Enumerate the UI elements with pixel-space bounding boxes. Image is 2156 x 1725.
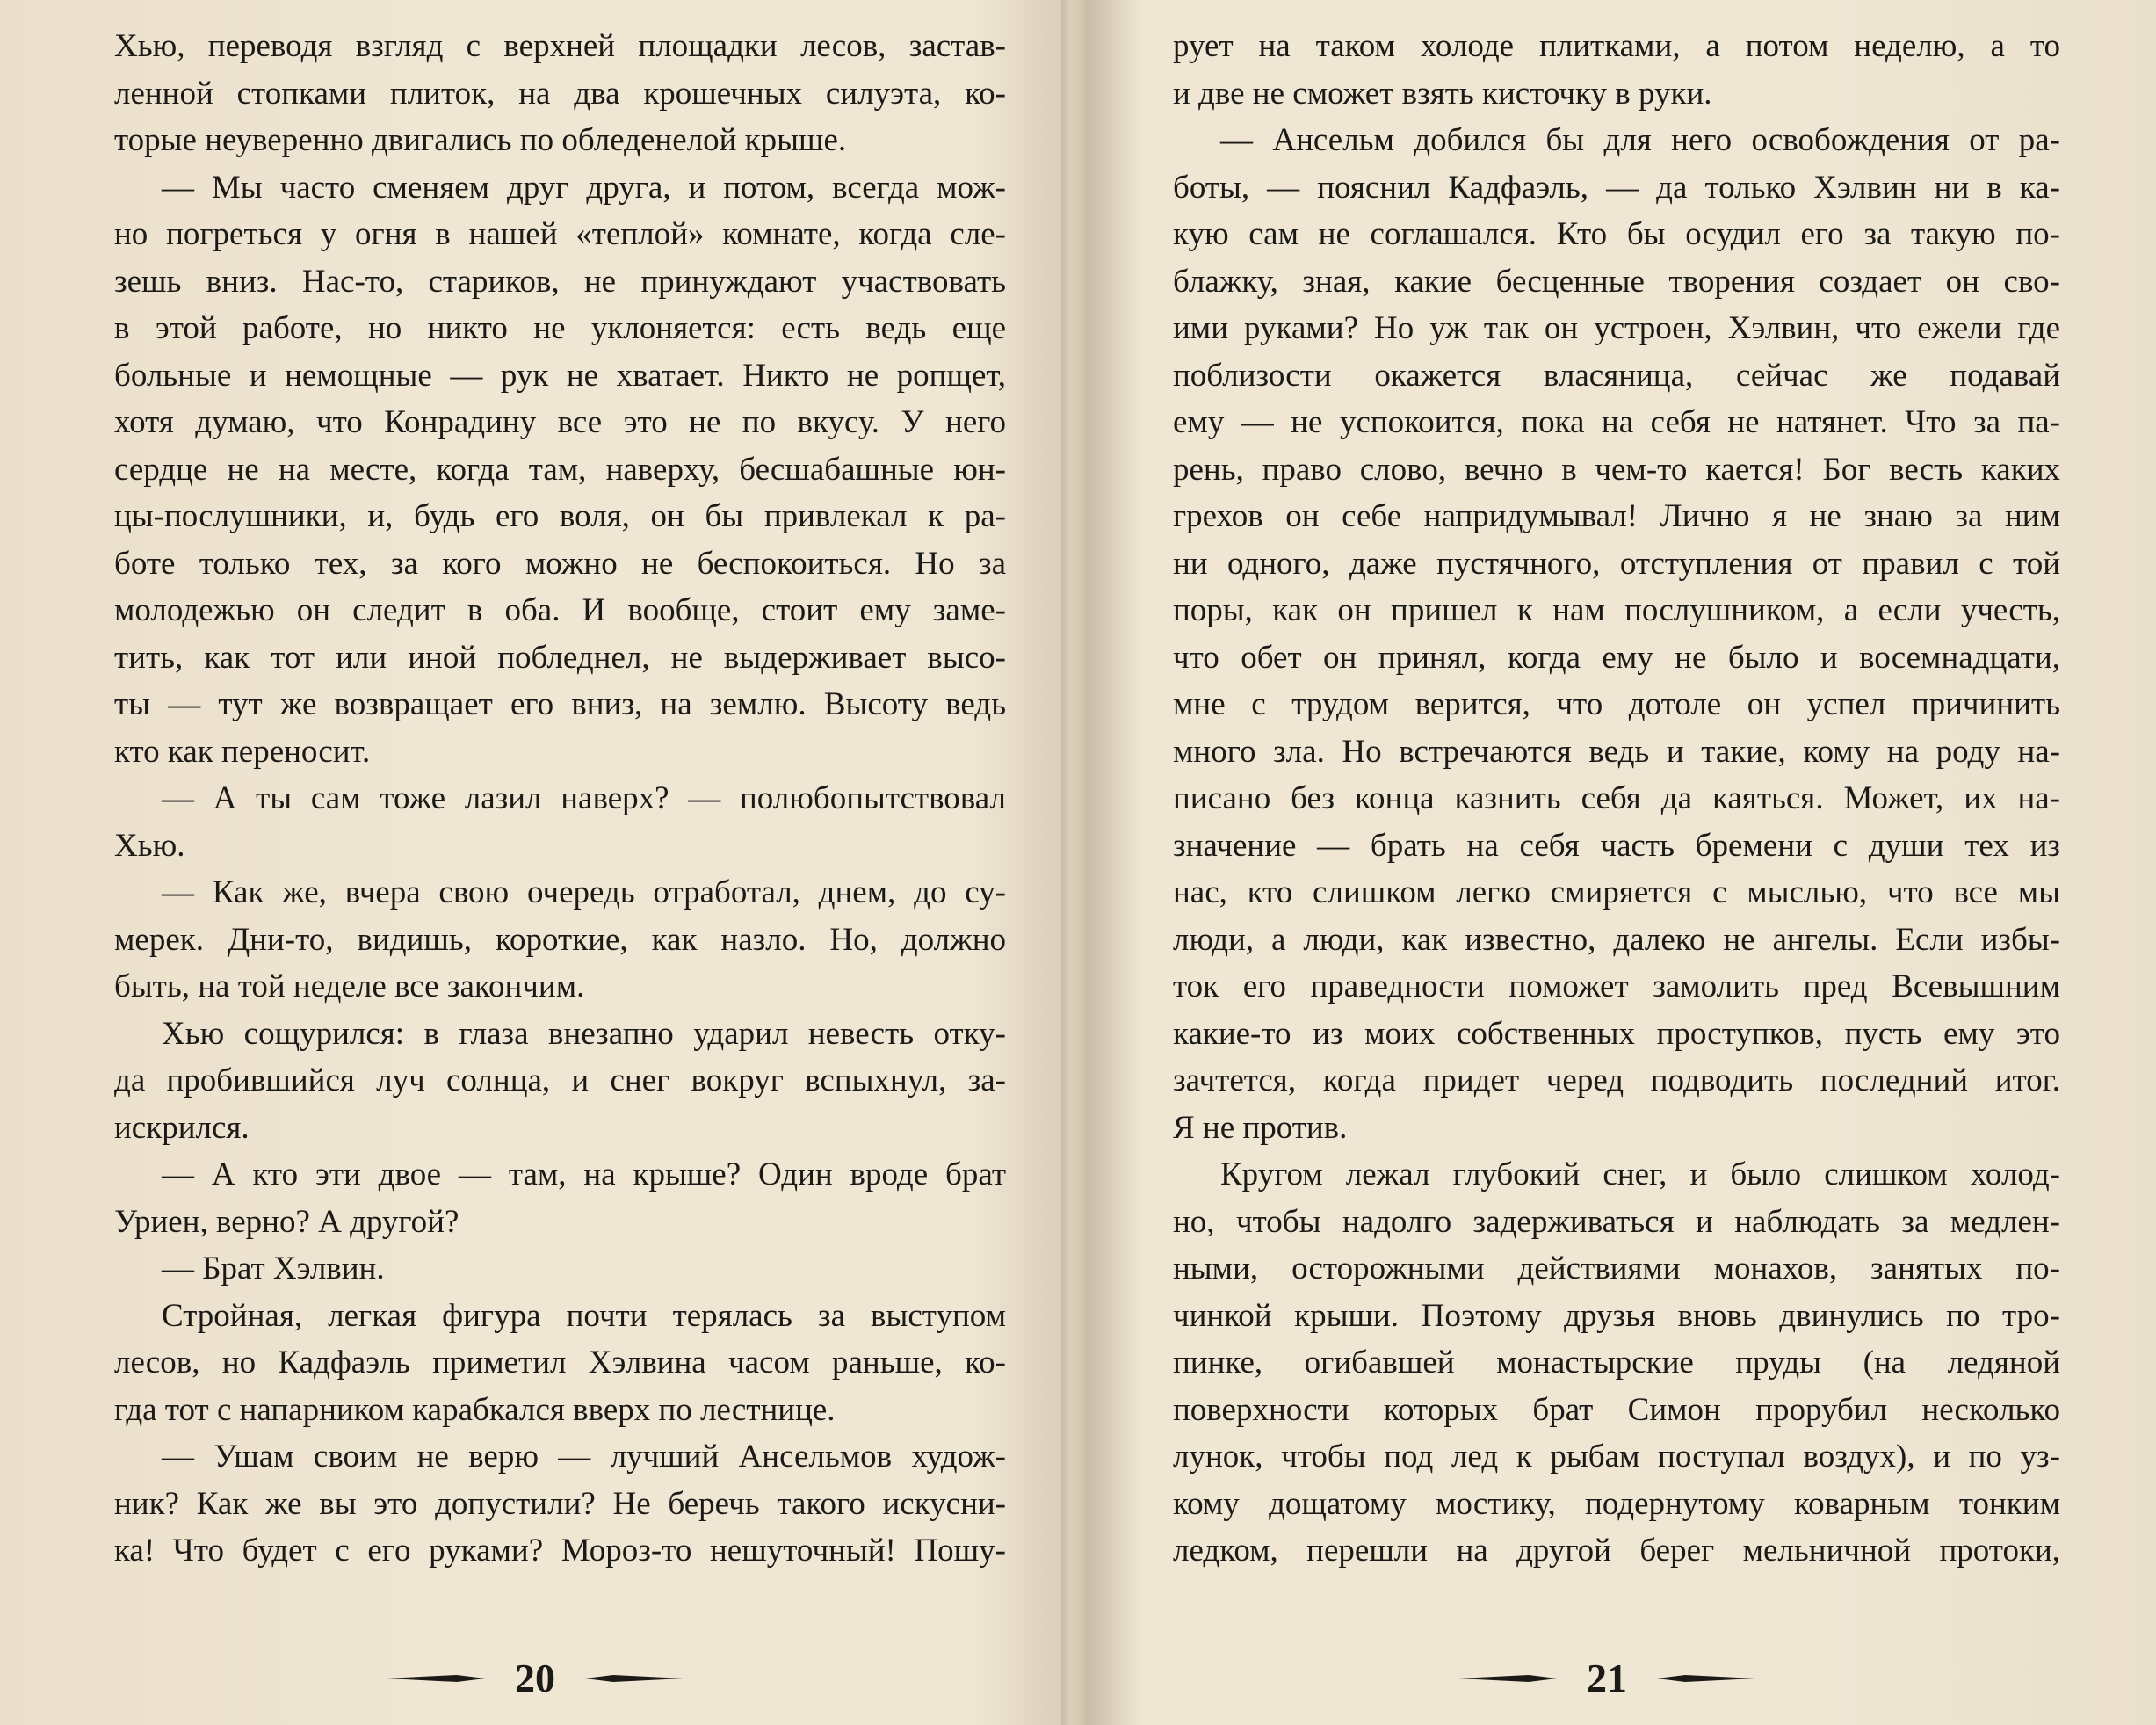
text-line: ка! Что будет с его руками? Мороз-то нешуточный! Пошу- bbox=[114, 1533, 1006, 1569]
text-line: больные и немощные — рук не хватает. Никто не ропщет, bbox=[114, 357, 1006, 394]
text-line: ему — не успокоится, пока на себя не натянет. Что за па- bbox=[1173, 404, 2060, 440]
text-line: хотя думаю, что Конрадину все это не по вкусу. У него bbox=[114, 404, 1006, 440]
text-line: цы-послушники, и, будь его воля, он бы привлекал к ра- bbox=[114, 498, 1006, 534]
text-line: — А ты сам тоже лазил наверх? — полюбопытствовал bbox=[162, 780, 1006, 816]
text-line: лунок, чтобы под лед к рыбам поступал воздух), и по уз- bbox=[1173, 1439, 2060, 1475]
arrow-ornament-icon bbox=[585, 1670, 684, 1687]
text-line: тить, как тот или иной побледнел, не выдерживает высо- bbox=[114, 639, 1006, 676]
text-line: значение — брать на себя часть бремени с души тех из bbox=[1173, 827, 2060, 864]
text-line: люди, а люди, как известно, далеко не ангелы. Если избы- bbox=[1173, 921, 2060, 958]
text-line: торые неуверенно двигались по обледенелой крыше. bbox=[114, 122, 847, 158]
text-line: но погреться у огня в нашей «теплой» комнате, когда сле- bbox=[114, 216, 1006, 252]
arrow-ornament-icon bbox=[1458, 1670, 1557, 1687]
text-line: — Мы часто сменяем друг друга, и потом, всегда мож- bbox=[162, 169, 1006, 206]
text-line: ными, осторожными действиями монахов, занятых по- bbox=[1173, 1250, 2060, 1287]
text-line: Я не против. bbox=[1173, 1109, 1348, 1146]
arrow-ornament-icon bbox=[1657, 1670, 1755, 1687]
right-page bbox=[1173, 23, 2060, 1575]
text-line: Хью, переводя взгляд с верхней площадки лесов, застав- bbox=[114, 28, 1006, 64]
text-line: да пробившийся луч солнца, и снег вокруг вспыхнул, за- bbox=[114, 1062, 1006, 1098]
text-line: зешь вниз. Нас-то, стариков, не принуждают участвовать bbox=[114, 263, 1006, 300]
text-line: зачтется, когда придет черед подводить последний итог. bbox=[1173, 1062, 2060, 1098]
text-line: в этой работе, но никто не уклоняется: есть ведь еще bbox=[114, 310, 1006, 346]
text-line: блажку, зная, какие бесценные творения создает он сво- bbox=[1173, 263, 2060, 300]
text-line: боте только тех, за кого можно не беспокоиться. Но за bbox=[114, 545, 1006, 582]
text-line: много зла. Но встречаются ведь и такие, кому на роду на- bbox=[1173, 733, 2060, 770]
text-line: лесов, но Кадфаэль приметил Хэлвина часом раньше, ко- bbox=[114, 1344, 1006, 1381]
text-line: поблизости окажется власяница, сейчас же подавай bbox=[1173, 357, 2060, 394]
text-line: поверхности которых брат Симон прорубил несколько bbox=[1173, 1391, 2060, 1428]
text-line: — Как же, вчера свою очередь отработал, днем, до су- bbox=[162, 874, 1006, 910]
text-line: ток его праведности поможет замолить пред Всевышним bbox=[1173, 968, 2060, 1004]
page-number: 20 bbox=[515, 1656, 555, 1700]
left-page bbox=[114, 23, 1006, 1575]
text-line: быть, на той неделе все закончим. bbox=[114, 968, 585, 1004]
text-line: ты — тут же возвращает его вниз, на землю. Высоту ведь bbox=[114, 686, 1006, 722]
text-line: Хью. bbox=[114, 827, 185, 864]
page-number: 21 bbox=[1587, 1656, 1627, 1700]
text-line: ими руками? Но уж так он устроен, Хэлвин, что ежели где bbox=[1173, 310, 2060, 346]
book-gutter bbox=[1061, 0, 1068, 1725]
text-line: сердце не на месте, когда там, наверху, бесшабашные юн- bbox=[114, 451, 1006, 488]
text-line: что обет он принял, когда ему не было и восемнадцати, bbox=[1173, 639, 2060, 676]
text-line: Кругом лежал глубокий снег, и было слишком холод- bbox=[1220, 1156, 2060, 1192]
text-line: мне с трудом верится, что дотоле он успел причинить bbox=[1173, 686, 2060, 722]
text-line: какие-то из моих собственных проступков, пусть ему это bbox=[1173, 1015, 2060, 1052]
text-line: — Ансельм добился бы для него освобождения от ра- bbox=[1220, 122, 2060, 158]
arrow-ornament-icon bbox=[387, 1670, 485, 1687]
text-line: Стройная, легкая фигура почти терялась за выступом bbox=[162, 1297, 1006, 1334]
text-line: писано без конца казнить себя да каяться. Может, их на- bbox=[1173, 780, 2060, 816]
text-line: искрился. bbox=[114, 1109, 250, 1146]
text-line: чинкой крыши. Поэтому друзья вновь двинулись по тро- bbox=[1173, 1297, 2060, 1334]
text-line: ни одного, даже пустячного, отступления от правил с той bbox=[1173, 545, 2060, 582]
text-line: Уриен, верно? А другой? bbox=[114, 1203, 459, 1240]
page-number-footer bbox=[387, 1652, 684, 1705]
text-line: ледком, перешли на другой берег мельничной протоки, bbox=[1173, 1533, 2060, 1569]
text-line: рует на таком холоде плитками, а потом неделю, а то bbox=[1173, 28, 2060, 64]
text-line: мерек. Дни-то, видишь, короткие, как назло. Но, должно bbox=[114, 921, 1006, 958]
text-line: нас, кто слишком легко смиряется с мыслью, что все мы bbox=[1173, 874, 2060, 910]
text-line: Хью сощурился: в глаза внезапно ударил невесть отку- bbox=[162, 1015, 1006, 1052]
text-line: — Ушам своим не верю — лучший Ансельмов худож- bbox=[162, 1439, 1006, 1475]
text-line: поры, как он пришел к нам послушником, а если учесть, bbox=[1173, 592, 2060, 628]
text-line: и две не сможет взять кисточку в руки. bbox=[1173, 75, 1712, 112]
text-line: грехов он себе напридумывал! Лично я не знаю за ним bbox=[1173, 498, 2060, 534]
text-line: но, чтобы надолго задерживаться и наблюдать за медлен- bbox=[1173, 1203, 2060, 1240]
text-line: рень, право слово, вечно в чем-то кается! Бог весть каких bbox=[1173, 451, 2060, 488]
text-line: кто как переносит. bbox=[114, 733, 371, 770]
text-line: ленной стопками плиток, на два крошечных силуэта, ко- bbox=[114, 75, 1006, 112]
text-line: кую сам не соглашался. Кто бы осудил его за такую по- bbox=[1173, 216, 2060, 252]
text-line: ник? Как же вы это допустили? Не беречь такого искусни- bbox=[114, 1485, 1006, 1522]
text-line: боты, — пояснил Кадфаэль, — да только Хэлвин ни в ка- bbox=[1173, 169, 2060, 206]
text-line: пинке, огибавшей монастырские пруды (на ледяной bbox=[1173, 1344, 2060, 1381]
text-line: молодежью он следит в оба. И вообще, стоит ему заме- bbox=[114, 592, 1006, 628]
text-line: гда тот с напарником карабкался вверх по лестнице. bbox=[114, 1391, 836, 1428]
text-line: кому дощатому мостику, подернутому коварным тонким bbox=[1173, 1485, 2060, 1522]
text-line: — Брат Хэлвин. bbox=[162, 1250, 385, 1287]
page-number-footer bbox=[1458, 1652, 1755, 1705]
text-line: — А кто эти двое — там, на крыше? Один вроде брат bbox=[162, 1156, 1006, 1192]
